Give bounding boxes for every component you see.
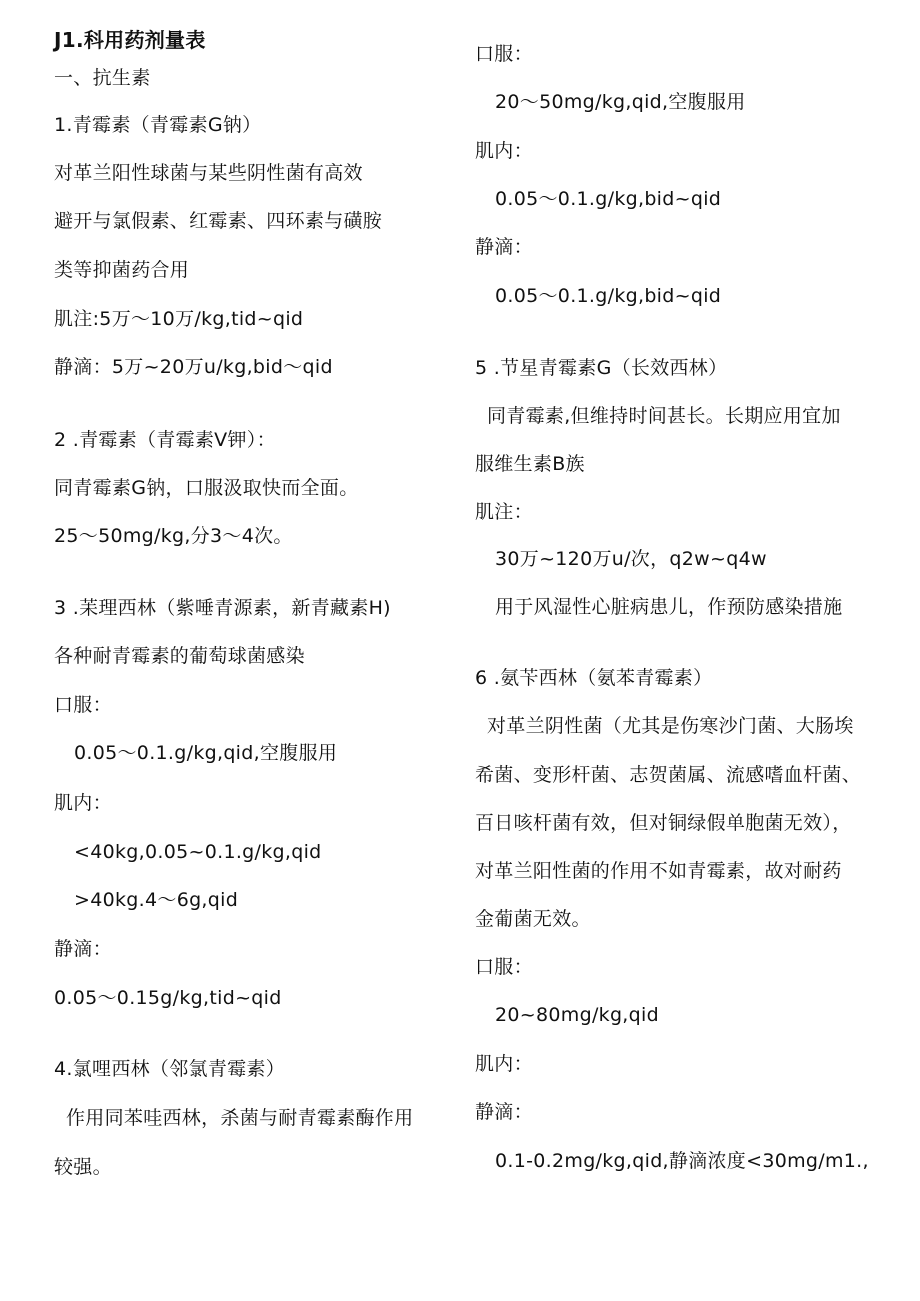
drug5-desc-line: 服维生素B族 (475, 453, 585, 475)
drug6-iv-label: 静滴： (475, 1101, 533, 1123)
drug4-desc-line: 作用同苯哇西林，杀菌与耐青霉素酶作用 (66, 1107, 414, 1129)
drug4-heading: 4.氯哩西林（邻氯青霉素） (54, 1058, 286, 1080)
drug6-iv-dose: 0.1-0.2mg/kg,qid,静滴浓度<30mg/m1., (495, 1150, 869, 1172)
drug4-im-label: 肌内： (475, 140, 533, 162)
drug6-desc-line: 对革兰阳性菌的作用不如青霉素，故对耐药 (475, 860, 842, 882)
drug1-iv-dose: 静滴：5万~20万u/kg,bid～qid (54, 356, 333, 378)
drug1-desc-line: 避开与氯假素、红霉素、四环素与磺胺 (54, 210, 383, 232)
drug1-desc-line: 类等抑菌药合用 (54, 259, 190, 281)
drug3-im-dose-light: <40kg,0.05~0.1.g/kg,qid (74, 841, 322, 863)
drug2-heading: 2 .青霉素（青霉素V钾）： (54, 429, 276, 451)
drug1-im-dose: 肌注:5万～10万/kg,tid~qid (54, 308, 304, 330)
drug4-desc-line: 较强。 (54, 1156, 112, 1178)
drug3-im-label: 肌内： (54, 792, 112, 814)
drug6-desc-line: 金葡菌无效。 (475, 908, 591, 930)
drug6-oral-label: 口服： (475, 956, 533, 978)
drug3-im-dose-heavy: >40kg.4～6g,qid (74, 889, 239, 911)
drug6-desc-line: 对革兰阴性菌（尤其是伤寒沙门菌、大肠埃 (487, 715, 854, 737)
drug1-desc-line: 对革兰阳性球菌与某些阴性菌有高效 (54, 162, 363, 184)
drug5-im-label: 肌注： (475, 501, 533, 523)
drug3-desc: 各种耐青霉素的葡萄球菌感染 (54, 645, 305, 667)
drug4-im-dose: 0.05～0.1.g/kg,bid~qid (495, 188, 722, 210)
drug2-desc: 同青霉素G钠，口服汲取快而全面。 (54, 477, 359, 499)
drug1-heading: 1.青霉素（青霉素G钠） (54, 114, 262, 136)
drug2-dose: 25～50mg/kg,分3～4次。 (54, 525, 293, 547)
drug3-oral-label: 口服： (54, 694, 112, 716)
drug6-im-label: 肌内： (475, 1053, 533, 1075)
drug5-note: 用于风湿性心脏病患儿，作预防感染措施 (495, 596, 843, 618)
drug4-oral-label: 口服： (475, 43, 533, 65)
drug4-iv-label: 静滴： (475, 236, 533, 258)
document-title: J1.科用药剂量表 (54, 28, 206, 52)
drug3-heading: 3 .苿理西林（紫唾青源素，新青藏素H) (54, 597, 391, 619)
drug5-desc-line: 同青霉素,但维持时间甚长。长期应用宜加 (487, 405, 841, 427)
drug5-heading: 5 .节星青霉素G（长效西林） (475, 357, 728, 379)
drug5-im-dose: 30万~120万u/次，q2w~q4w (495, 548, 767, 570)
drug6-desc-line: 希菌、变形杆菌、志贺菌属、流感嗜血杆菌、 (475, 764, 862, 786)
drug4-oral-dose: 20～50mg/kg,qid,空腹服用 (495, 91, 746, 113)
drug6-desc-line: 百日咳杆菌有效，但对铜绿假单胞菌无效）， (475, 812, 852, 834)
drug3-iv-label: 静滴： (54, 938, 112, 960)
drug6-oral-dose: 20~80mg/kg,qid (495, 1004, 659, 1026)
drug3-oral-dose: 0.05～0.1.g/kg,qid,空腹服用 (74, 742, 338, 764)
drug4-iv-dose: 0.05～0.1.g/kg,bid~qid (495, 285, 722, 307)
drug3-iv-dose: 0.05～0.15g/kg,tid~qid (54, 987, 282, 1009)
drug6-heading: 6 .氨苄西林（氨苯青霉素） (475, 667, 713, 689)
section-heading: 一、抗生素 (54, 67, 151, 89)
